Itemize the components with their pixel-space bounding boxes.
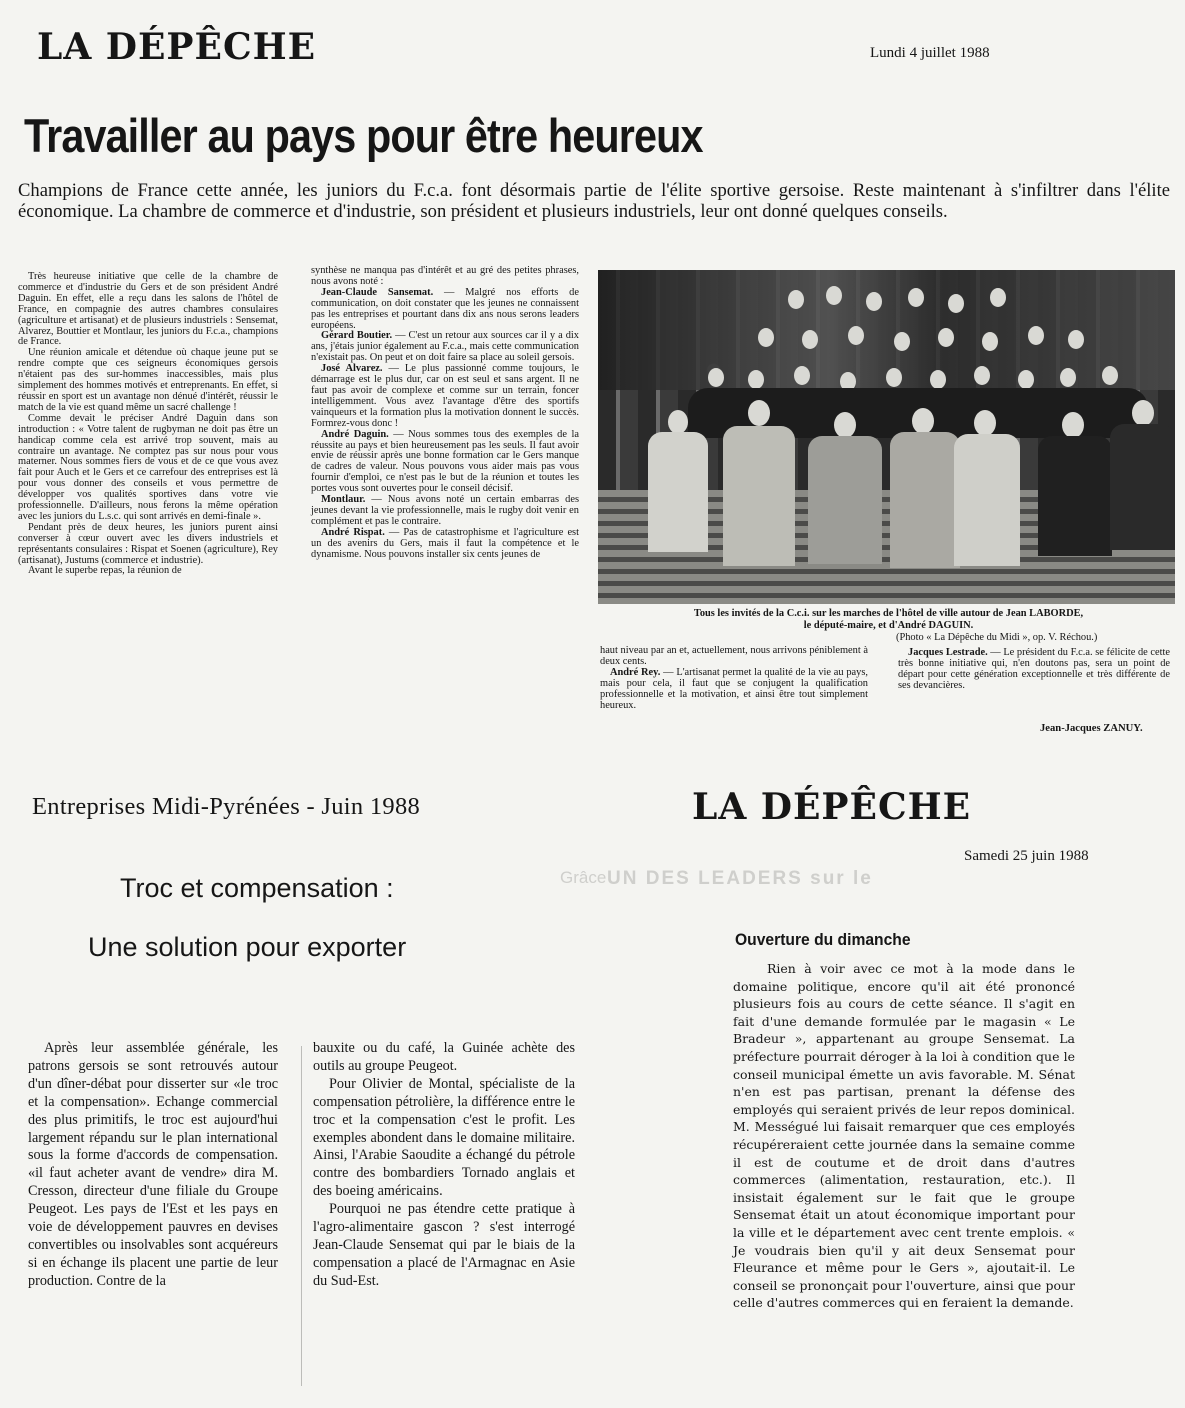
source-line: Entreprises Midi-Pyrénées - Juin 1988	[32, 793, 421, 820]
quote-text: — L'artisanat permet la qualité de la vie au pays, mais pour cela, il faut que se conjugent la qualification professionnelle et la motivation, et ainsi être tout simplement heureux.	[600, 666, 869, 711]
quote	[311, 430, 579, 495]
paragraph: Après leur assemblée générale, les patrons gersois se sont retrouvés autour d'un dîner-débat pour disserter sur «le troc et la compensation». Echange commercial des plus primitifs, le troc est aujourd'hui largement répandu sur le plan international sous la forme d'accords de compensation. «il faut acheter avant de vendre» dira M. Cresson, directeur d'une filiale du Groupe Peugeot. Les pays de l'Est et les pays en voie de développement pauvres en devises convertibles ou insolvables sont acquéreurs si en échange ils placent une partie de leur production. Contre de la	[28, 1040, 278, 1289]
headline-3: Ouverture du dimanche	[735, 930, 911, 949]
photo-caption	[600, 608, 1177, 631]
paragraph: Avant le superbe repas, la réunion de	[28, 565, 182, 577]
quote	[311, 288, 579, 332]
quote	[311, 495, 579, 528]
speaker-name: Gérard Boutier.	[321, 330, 393, 342]
paragraph: Pourquoi ne pas étendre cette pratique à l'agro-alimentaire gascon ? s'est interrogé Jean-Claude Sensemat qui par le biais de la compensation a placé de l'Armagnac en Asie du Sud-Est.	[313, 1201, 575, 1289]
speaker-name: José Alvarez.	[321, 363, 383, 375]
speaker-name: Jacques Lestrade.	[908, 647, 988, 658]
quote	[311, 364, 579, 429]
lede-1: Champions de France cette année, les juniors du F.c.a. font désormais partie de l'élite sportive gersoise. Reste maintenant à s'infiltrer dans l'élite économique. La chambre de commerce et d'industrie, son président et plusieurs industriels, leur ont donné quelques conseils.	[18, 180, 1170, 222]
article-column-1	[18, 272, 278, 577]
quote-text: — Malgré nos efforts de communication, on doit constater que les jeunes ne connaissent pas les entreprises et pourtant dans dix ans nous serons leaders européens.	[311, 286, 579, 331]
bleed-through-left: Grâce	[560, 868, 607, 887]
issue-date-1: Lundi 4 juillet 1988	[870, 45, 990, 61]
masthead-depeche-2: LA DÉPÊCHE	[692, 786, 972, 828]
caption-line: Tous les invités de la C.c.i. sur les marches de l'hôtel de ville autour de Jean LABORDE,	[693, 608, 1084, 619]
speaker-name: Montlaur.	[321, 494, 366, 506]
byline-signature: Jean-Jacques ZANUY.	[1040, 723, 1143, 734]
paragraph: Rien à voir avec ce mot à la mode dans le domaine politique, encore qu'il ait été prononcé plusieurs fois au cours de cette séance. Il s'agit en fait d'une demande formulée par le magasin « Le Bradeur », appartenant au groupe Sensemat. La préfecture pourrait déroger à la loi à condition que le conseil municipal émette un avis favorable. M. Sénat n'en est pas partisan, prenant la défense des employés qui seraient privés de leur repos dominical. M. Mességué lui faisait remarquer que ces employés récupéreraient cette journée dans la semaine comme il est de coutume et de droit dans d'autres commerces (alimentation, restauration, etc.). Il insistait également sur le fait que le groupe Sensemat était un atout économique important pour la ville et le département avec cent trente emplois. « Je voudrais bien qu'il y ait deux Sensemat pour Fleurance et même pour le Gers », ajoutait-il. Le conseil se prononçait pour l'ouverture, ainsi que pour celle d'autres commerces qui en feraient la demande.	[733, 961, 1075, 1311]
article-column-4	[898, 648, 1170, 692]
quote-text: — Le président du F.c.a. se félicite de cette très bonne initiative qui, n'en doutons pas, sera un point de départ pour cette génération exceptionnelle et très différente de ses devancières.	[898, 647, 1170, 691]
paragraph: haut niveau par an et, actuellement, nous arrivons péniblement à deux cents.	[600, 645, 868, 667]
paragraph: Pendant près de deux heures, les juniors purent ainsi converser à cœur ouvert avec les divers industriels et représentants consulaires : Rispat et Soenen (agriculture), Rey (artisanat), Justums (commerce et industrie).	[18, 521, 278, 566]
paragraph: synthèse ne manqua pas d'intérêt et au gré des petites phrases, nous avons noté :	[311, 265, 579, 287]
headline-1: Travailler au pays pour être heureux	[24, 109, 703, 162]
speaker-name: Jean-Claude Sansemat.	[321, 286, 434, 298]
group-photo	[598, 270, 1175, 604]
bleed-through-heading: UN DES LEADERS sur le	[607, 868, 873, 889]
article-column-3	[600, 646, 868, 711]
article-column-2	[311, 266, 579, 560]
quote-text: — C'est un retour aux sources car il y a dix ans, j'étais junior également au F.c.a., mais cette communication n'existait pas. On peut et on doit faire sa place au soleil gersois.	[311, 330, 580, 364]
paragraph: bauxite ou du café, la Guinée achète des outils au groupe Peugeot.	[313, 1040, 575, 1074]
issue-date-2: Samedi 25 juin 1988	[964, 848, 1089, 864]
speaker-name: André Rey.	[610, 666, 661, 678]
quote-text: — Le plus passionné comme toujours, le démarrage est le plus dur, car on est seul et sans argent. Il ne faut pas avoir de complexe et comme sur un terrain, foncer intelligemment. Vous avez l'avantage d'être des sportifs vainqueurs et la formation plus la motivation donnent le succès. Formrez-vous donc !	[311, 363, 579, 429]
article-title-line1: Troc et compensation :	[120, 873, 394, 903]
caption-line: le député-maire, et d'André DAGUIN.	[803, 619, 974, 631]
quote	[311, 331, 579, 364]
masthead-depeche-1: LA DÉPÊCHE	[37, 26, 317, 68]
speaker-name: André Daguin.	[321, 428, 389, 440]
speaker-name: André Rispat.	[321, 526, 385, 538]
article-body-3	[733, 960, 1075, 1312]
quote	[311, 528, 579, 561]
article-column-2	[313, 1040, 575, 1291]
quote-text: — Nous sommes tous des exemples de la réussite au pays et bien heureusement pas les seuls. Il faut avoir envie de réussir après une bonne formation car le Gers manque de cadres de valeur. Nous pouvons vous aider mais pas vous fournir d'emploi, ce n'est pas le but de la réunion et toutes les portes vous sont ouvertes pour le conseil décisif.	[311, 428, 579, 495]
paragraph: Une réunion amicale et détendue où chaque jeune put se rendre compte que ces seigneurs économiques gersois n'étaient pas des sur-hommes inaccessibles, mais plus simplement des hommes motivés et entreprenants. En effet, si réussir en sport est un avantage non dénué d'intérêt, réussir le match de la vie est quand même un sacré challenge !	[18, 347, 278, 413]
article-title-line2: Une solution pour exporter	[88, 932, 407, 962]
quote	[898, 648, 1170, 692]
quote-text: — Nous avons noté un certain embarras des jeunes devant la vie professionnelle, mais le rugby doit venir en complément et pas le contraire.	[311, 494, 579, 527]
paragraph: Comme devait le préciser André Daguin dans son introduction : « Votre talent de rugbyman ne doit pas être un handicap comme cela est arrivé trop souvent, mais au contraire un avantage. Ne comptez pas sur nous pour vous materner. Nous sommes fiers de vous et de ce que vous avez fait pour Auch et le Gers et ce carrefour des entreprises est là pour vous donner des conseils et vous permettre de développer vos qualités sportives dans votre vie professionnelle. D'ailleurs, nous ferons la même opération avec les juniors du L.s.c. qui sont arrivés en demi-finale ».	[18, 412, 278, 522]
article-column-1	[28, 1040, 278, 1291]
quote-text: — Pas de catastrophisme et l'agriculture est un des avenirs du Gers, mais il faut la compétence et le dynamisme. Nous pouvons installer six cents jeunes de	[311, 526, 579, 560]
quote	[600, 668, 868, 712]
photo-credit: (Photo « La Dépêche du Midi », op. V. Réchou.)	[896, 632, 1098, 643]
paragraph: Pour Olivier de Montal, spécialiste de la compensation pétrolière, la différence entre le troc et la compensation c'est le profit. Les exemples abondent dans le domaine militaire. Ainsi, l'Arabie Saoudite a échangé du pétrole contre des bombardiers Tornado anglais et des boeing américains.	[313, 1075, 575, 1200]
paragraph: Très heureuse initiative que celle de la chambre de commerce et d'industrie du Gers et de son président André Daguin. En effet, elle a reçu dans les salons de l'hôtel de France, en compagnie des autres chambres consulaires (agriculture et artisanat) et de plusieurs industriels : Sensemat, Alvarez, Bouttier et Montlaur, les juniors du F.c.a., champions de France.	[18, 271, 278, 348]
column-rule	[301, 1046, 302, 1386]
